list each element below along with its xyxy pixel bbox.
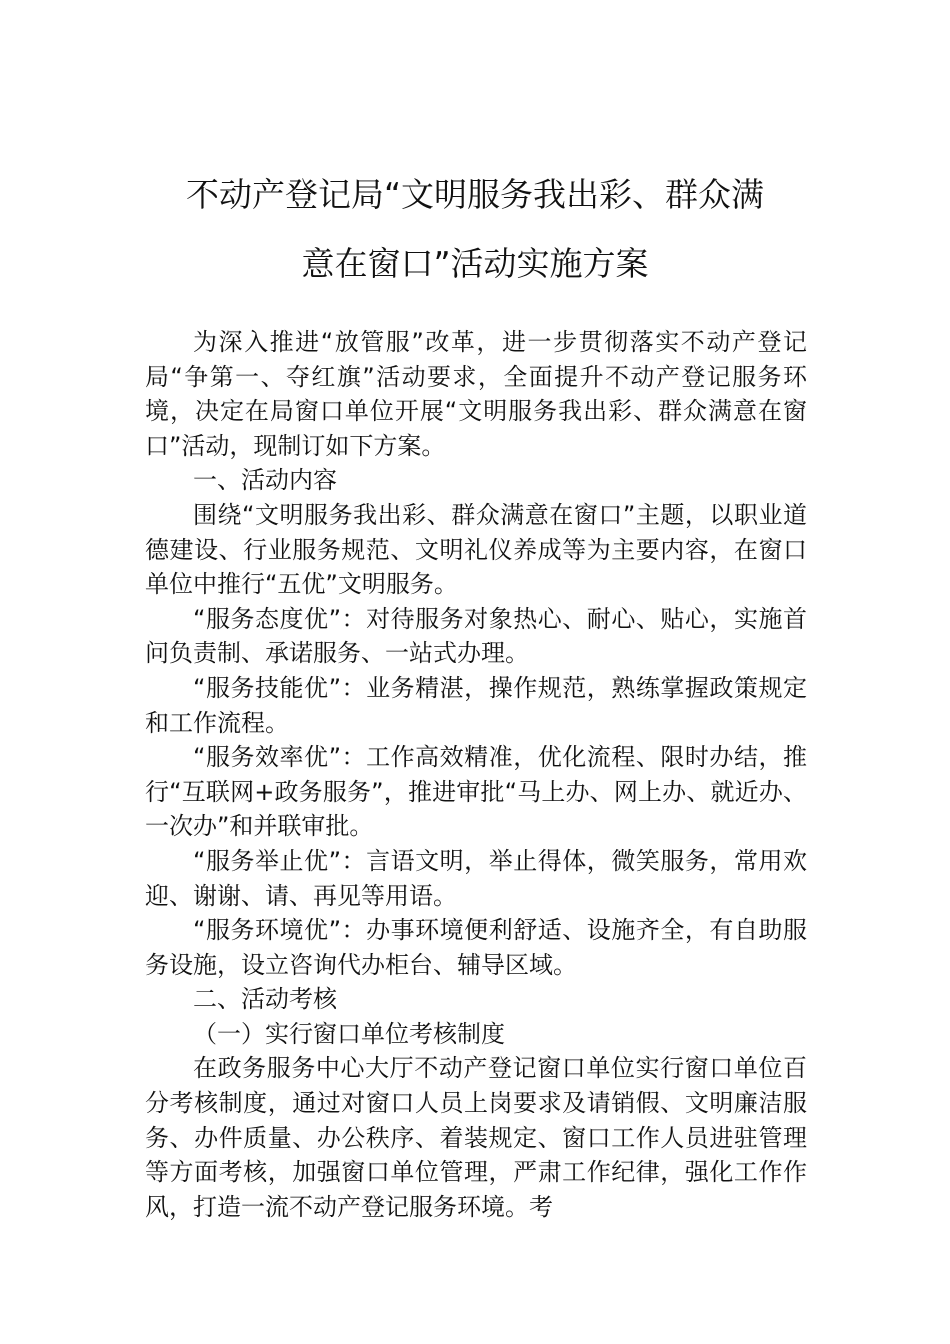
section-heading-activity-assessment: 二、活动考核 xyxy=(193,985,337,1014)
document-body xyxy=(145,325,807,1224)
paragraph-service-environment: “服务环境优”：办事环境便利舒适、设施齐全，有自助服务设施，设立咨询代办柜台、辅导区域。 xyxy=(145,916,807,979)
section-heading-activity-content: 一、活动内容 xyxy=(193,466,337,495)
paragraph-service-attitude: “服务态度优”：对待服务对象热心、耐心、贴心，实施首问负责制、承诺服务、一站式办理。 xyxy=(145,604,807,668)
subsection-heading-window-assessment: （一）实行窗口单位考核制度 xyxy=(193,1019,505,1048)
paragraph-service-skill: “服务技能优”：业务精湛，操作规范，熟练掌握政策规定和工作流程。 xyxy=(145,673,807,737)
paragraph-service-conduct: “服务举止优”：言语文明，举止得体，微笑服务，常用欢迎、谢谢、请、再见等用语。 xyxy=(145,846,807,910)
paragraph-theme: 围绕“文明服务我出彩、群众满意在窗口”主题，以职业道德建设、行业服务规范、文明礼仪养成等为主要内容，在窗口单位中推行“五优”文明服务。 xyxy=(145,500,807,599)
paragraph-intro: 为深入推进“放管服”改革，进一步贯彻落实不动产登记局“争第一、夺红旗”活动要求，全面提升不动产登记服务环境，决定在局窗口单位开展“文明服务我出彩、群众满意在窗口”活动，现制订如下方案。 xyxy=(145,328,807,460)
paragraph-service-efficiency: “服务效率优”：工作高效精准，优化流程、限时办结，推行“互联网+政务服务”，推进审批“马上办、网上办、就近办、一次办”和并联审批。 xyxy=(145,743,807,841)
paragraph-window-assessment: 在政务服务中心大厅不动产登记窗口单位实行窗口单位百分考核制度，通过对窗口人员上岗要求及请销假、文明廉洁服务、办件质量、办公秩序、着装规定、窗口工作人员进驻管理等方面考核，加强窗口单位管理，严肃工作纪律，强化工作作风，打造一流不动产登记服务环境。考 xyxy=(145,1054,807,1221)
title-line-1: 不动产登记局“文明服务我出彩、群众满 xyxy=(185,175,765,214)
document-title xyxy=(145,160,805,298)
title-line-2: 意在窗口”活动实施方案 xyxy=(301,244,649,283)
